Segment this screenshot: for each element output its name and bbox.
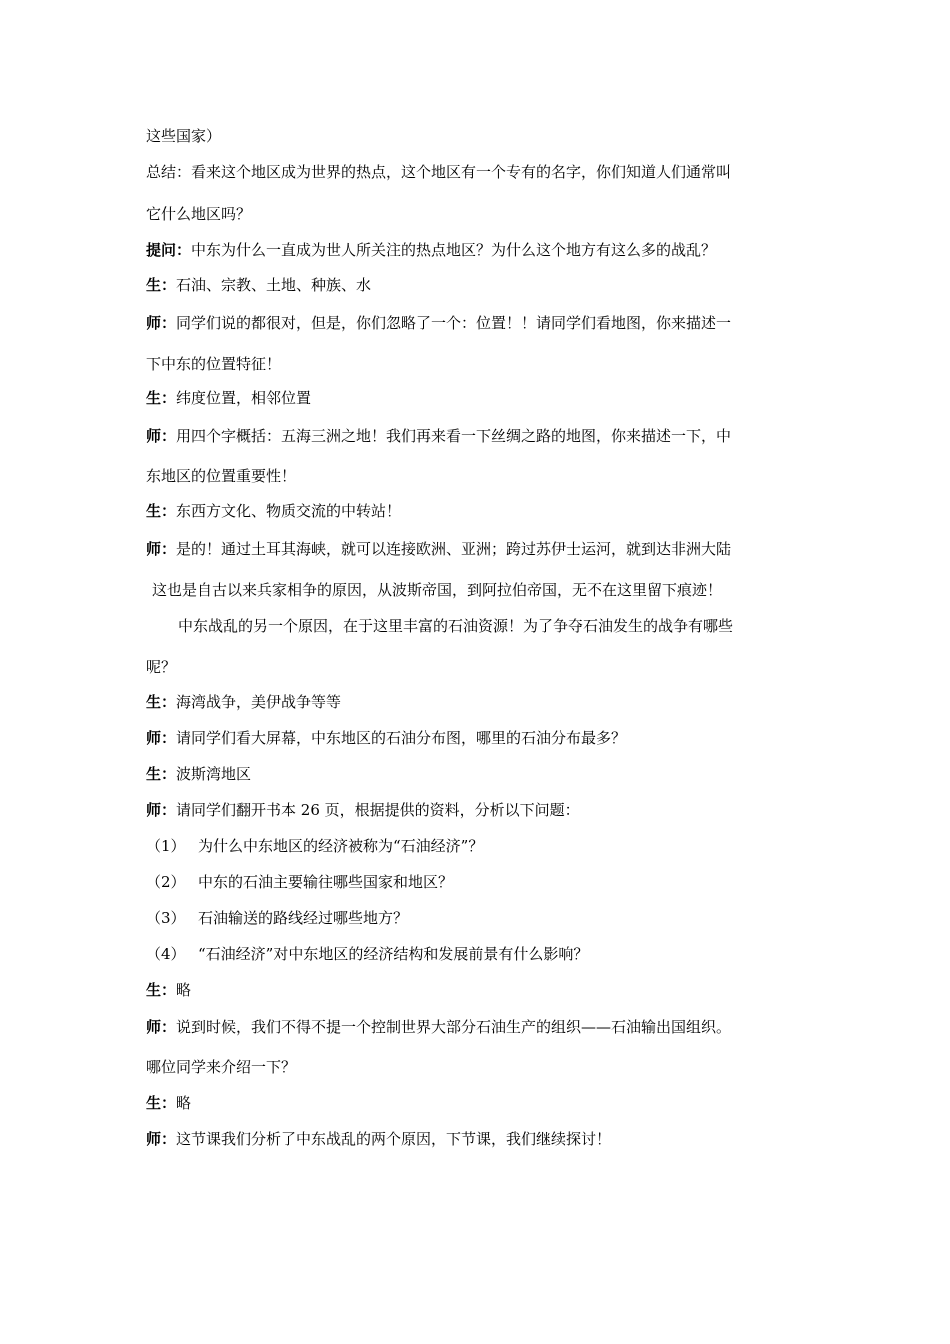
- student-line: 生：海湾战争，美伊战争等等: [146, 693, 342, 711]
- student-line: 生：略: [146, 1094, 192, 1112]
- question-number: （2）: [146, 873, 186, 891]
- speaker-label: 生：: [146, 502, 177, 520]
- text-line: 这也是自古以来兵家相争的原因，从波斯帝国，到阿拉伯帝国，无不在这里留下痕迹！: [152, 581, 723, 599]
- speaker-label: 师：: [146, 801, 177, 819]
- question-number: （3）: [146, 909, 186, 927]
- question-number: （4）: [146, 945, 186, 963]
- paragraph-line: 中东战乱的另一个原因，在于这里丰富的石油资源！为了争夺石油发生的战争有哪些: [178, 617, 734, 635]
- speaker-label: 生：: [146, 389, 177, 407]
- teacher-line: 师：这节课我们分析了中东战乱的两个原因，下节课，我们继续探讨！: [146, 1130, 612, 1148]
- speaker-label: 生：: [146, 1094, 177, 1112]
- teacher-line: 师：说到时候，我们不得不提一个控制世界大部分石油生产的组织——石油输出国组织。: [146, 1018, 732, 1036]
- teacher-line: 师：请同学们翻开书本 26 页，根据提供的资料，分析以下问题：: [146, 801, 580, 819]
- numbered-question: （1） 为什么中东地区的经济被称为“石油经济”？: [146, 837, 484, 855]
- speaker-label: 生：: [146, 693, 177, 711]
- student-line: 生：石油、宗教、土地、种族、水: [146, 276, 372, 294]
- text-line: 这些国家）: [146, 127, 222, 145]
- speaker-label: 生：: [146, 765, 177, 783]
- teacher-line: 师：请同学们看大屏幕，中东地区的石油分布图，哪里的石油分布最多？: [146, 729, 627, 747]
- student-line: 生：东西方文化、物质交流的中转站！: [146, 502, 402, 520]
- student-line: 生：纬度位置，相邻位置: [146, 389, 312, 407]
- speaker-label: 提问：: [146, 241, 192, 259]
- speaker-label: 师：: [146, 314, 177, 332]
- text-line: 它什么地区吗？: [146, 205, 252, 223]
- speaker-label: 生：: [146, 981, 177, 999]
- teacher-line: 师：同学们说的都很对，但是，你们忽略了一个：位置！！请同学们看地图，你来描述一: [146, 314, 732, 332]
- teacher-line: 师：用四个字概括：五海三洲之地！我们再来看一下丝绸之路的地图，你来描述一下，中: [146, 427, 732, 445]
- speaker-label: 师：: [146, 427, 177, 445]
- text-line: 东地区的位置重要性！: [146, 467, 297, 485]
- text-line: 哪位同学来介绍一下？: [146, 1058, 297, 1076]
- speaker-label: 师：: [146, 1130, 177, 1148]
- student-line: 生：波斯湾地区: [146, 765, 252, 783]
- speaker-label: 师：: [146, 540, 177, 558]
- teacher-line: 师：是的！通过土耳其海峡，就可以连接欧洲、亚洲；跨过苏伊士运河，就到达非洲大陆: [146, 540, 732, 558]
- text-line: 呢？: [146, 658, 177, 676]
- numbered-question: （2） 中东的石油主要输往哪些国家和地区？: [146, 873, 454, 891]
- summary-line: 总结：看来这个地区成为世界的热点，这个地区有一个专有的名字，你们知道人们通常叫: [146, 163, 732, 181]
- question-number: （1）: [146, 837, 186, 855]
- speaker-label: 师：: [146, 1018, 177, 1036]
- numbered-question: （4） “石油经济”对中东地区的经济结构和发展前景有什么影响？: [146, 945, 589, 963]
- text-line: 下中东的位置特征！: [146, 355, 282, 373]
- question-line: 提问：中东为什么一直成为世人所关注的热点地区？为什么这个地方有这么多的战乱？: [146, 241, 717, 259]
- speaker-label: 师：: [146, 729, 177, 747]
- speaker-label: 生：: [146, 276, 177, 294]
- numbered-question: （3） 石油输送的路线经过哪些地方？: [146, 909, 409, 927]
- student-line: 生：略: [146, 981, 192, 999]
